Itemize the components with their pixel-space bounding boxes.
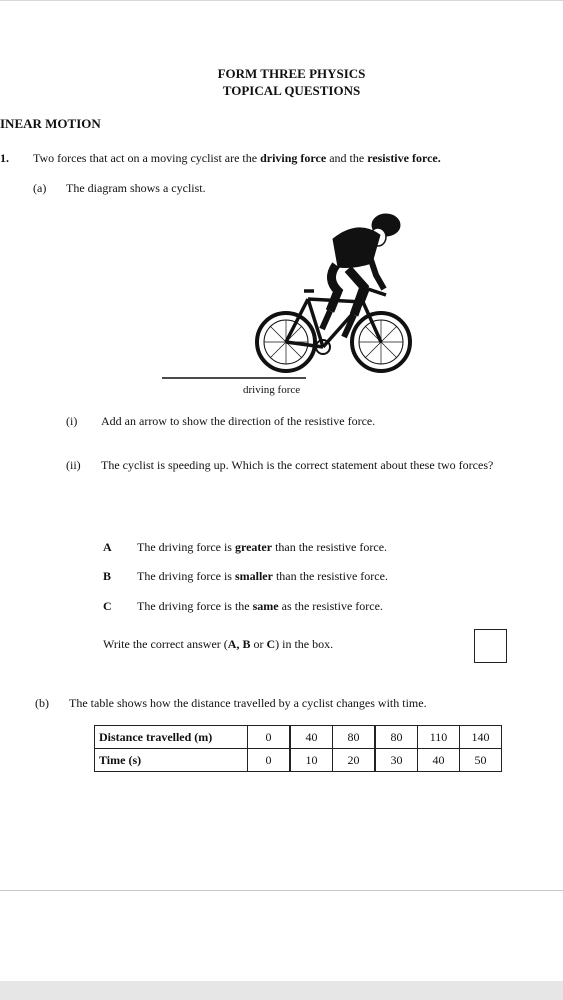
part-a-text: The diagram shows a cyclist. (66, 181, 206, 195)
table-row (95, 726, 502, 749)
table-cell: 50 (460, 749, 502, 772)
table-cell: 0 (248, 726, 291, 749)
question-stem: Two forces that act on a moving cyclist are the driving force and the resistive force. (33, 151, 441, 165)
cyclist-diagram (158, 207, 428, 407)
distance-time-table (94, 725, 502, 772)
table-cell: 10 (290, 749, 333, 772)
part-a-ii-text: The cyclist is speeding up. Which is the correct statement about these two forces? (101, 458, 494, 472)
table-cell: 40 (290, 726, 333, 749)
header-line-1: FORM THREE PHYSICS (217, 66, 366, 81)
table-row (95, 749, 502, 772)
option-c-text: The driving force is the same as the resistive force. (137, 599, 383, 613)
option-a-letter: A (103, 540, 112, 554)
option-c-letter: C (103, 599, 112, 613)
option-b-text: The driving force is smaller than the resistive force. (137, 569, 388, 583)
part-a-label: (a) (33, 181, 47, 195)
answer-instruction: Write the correct answer (A, B or C) in the box. (103, 637, 334, 651)
section-heading: INEAR MOTION (0, 116, 101, 131)
header-line-2: TOPICAL QUESTIONS (222, 83, 361, 98)
part-b-text: The table shows how the distance travelled by a cyclist changes with time. (69, 696, 427, 710)
row-header-distance: Distance travelled (m) (95, 726, 248, 749)
next-page-area (0, 891, 563, 981)
table-cell: 20 (333, 749, 376, 772)
driving-force-label: driving force (243, 384, 301, 396)
question-number: 1. (0, 151, 9, 165)
table-cell: 40 (418, 749, 460, 772)
part-a-i-text: Add an arrow to show the direction of the resistive force. (101, 414, 376, 428)
table-cell: 140 (460, 726, 502, 749)
table-cell: 80 (333, 726, 376, 749)
table-cell: 0 (248, 749, 291, 772)
page-top-border (0, 0, 563, 1)
part-b-label: (b) (35, 696, 49, 710)
table-cell: 80 (375, 726, 418, 749)
answer-box[interactable] (474, 629, 507, 663)
table-cell: 30 (375, 749, 418, 772)
row-header-time: Time (s) (95, 749, 248, 772)
part-a-i-label: (i) (66, 414, 78, 428)
part-a-ii-label: (ii) (66, 458, 81, 472)
option-a-text: The driving force is greater than the resistive force. (137, 540, 388, 554)
option-b-letter: B (103, 569, 112, 583)
table-cell: 110 (418, 726, 460, 749)
viewer-bottom-bar (0, 981, 563, 1000)
